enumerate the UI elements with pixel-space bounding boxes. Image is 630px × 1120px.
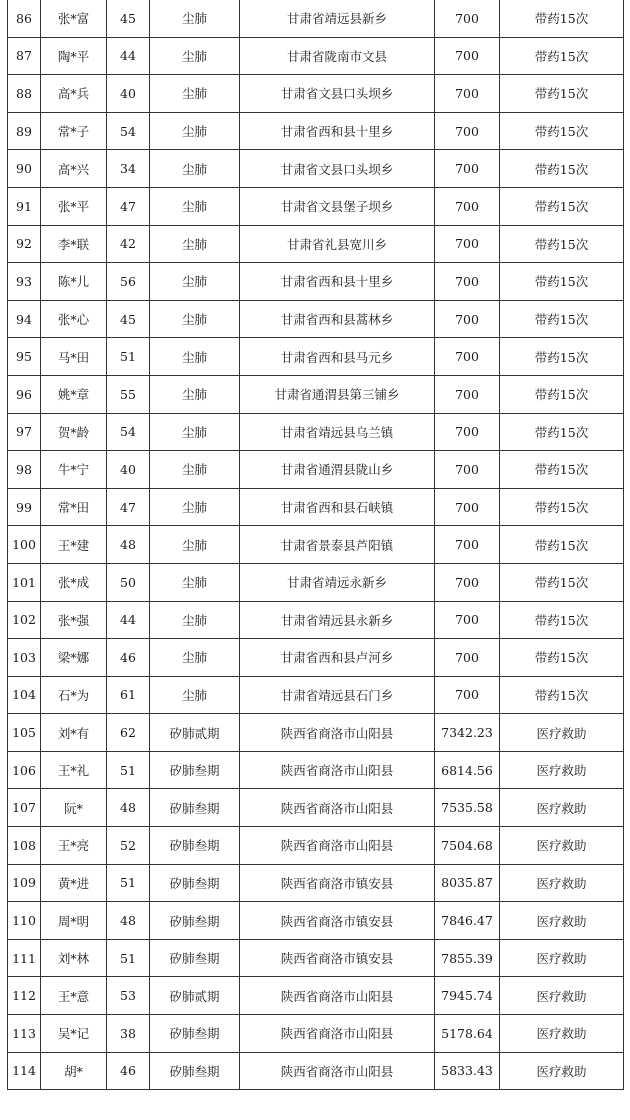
cell-amount: 700 [435, 187, 500, 225]
cell-name: 李*联 [41, 225, 107, 263]
cell-amount: 700 [435, 338, 500, 376]
table-row [8, 338, 624, 376]
cell-remark: 医疗救助 [500, 751, 624, 789]
cell-age: 61 [107, 676, 150, 714]
cell-age: 62 [107, 714, 150, 752]
cell-diagnosis: 矽肺叁期 [150, 827, 240, 865]
cell-remark: 带药15次 [500, 263, 624, 301]
cell-age: 47 [107, 488, 150, 526]
cell-remark: 带药15次 [500, 526, 624, 564]
cell-number: 93 [8, 263, 41, 301]
cell-number: 114 [8, 1052, 41, 1090]
cell-diagnosis: 尘肺 [150, 150, 240, 188]
table-row [8, 225, 624, 263]
cell-diagnosis: 矽肺贰期 [150, 977, 240, 1015]
cell-name: 梁*娜 [41, 639, 107, 677]
table-row [8, 714, 624, 752]
cell-name: 阮* [41, 789, 107, 827]
cell-amount: 700 [435, 75, 500, 113]
cell-number: 101 [8, 563, 41, 601]
cell-address: 陕西省商洛市山阳县 [240, 1052, 435, 1090]
cell-number: 107 [8, 789, 41, 827]
cell-remark: 带药15次 [500, 338, 624, 376]
cell-remark: 带药15次 [500, 563, 624, 601]
cell-amount: 700 [435, 563, 500, 601]
table-row [8, 413, 624, 451]
table-row [8, 0, 624, 37]
cell-address: 甘肃省通渭县第三铺乡 [240, 375, 435, 413]
cell-number: 102 [8, 601, 41, 639]
cell-name: 马*田 [41, 338, 107, 376]
cell-number: 104 [8, 676, 41, 714]
table-row [8, 639, 624, 677]
cell-name: 王*礼 [41, 751, 107, 789]
cell-address: 甘肃省文县口头坝乡 [240, 150, 435, 188]
cell-remark: 医疗救助 [500, 827, 624, 865]
cell-number: 109 [8, 864, 41, 902]
cell-name: 刘*有 [41, 714, 107, 752]
cell-number: 105 [8, 714, 41, 752]
cell-amount: 7535.58 [435, 789, 500, 827]
table-row [8, 939, 624, 977]
cell-name: 吴*记 [41, 1015, 107, 1053]
cell-number: 100 [8, 526, 41, 564]
cell-age: 45 [107, 0, 150, 37]
cell-diagnosis: 尘肺 [150, 263, 240, 301]
cell-remark: 带药15次 [500, 413, 624, 451]
cell-amount: 700 [435, 263, 500, 301]
cell-age: 51 [107, 939, 150, 977]
cell-amount: 7846.47 [435, 902, 500, 940]
cell-name: 王*建 [41, 526, 107, 564]
cell-address: 陕西省商洛市山阳县 [240, 827, 435, 865]
cell-name: 胡* [41, 1052, 107, 1090]
cell-age: 55 [107, 375, 150, 413]
cell-remark: 带药15次 [500, 187, 624, 225]
cell-diagnosis: 矽肺叁期 [150, 1052, 240, 1090]
cell-age: 44 [107, 601, 150, 639]
cell-amount: 700 [435, 526, 500, 564]
cell-diagnosis: 矽肺贰期 [150, 714, 240, 752]
cell-amount: 700 [435, 300, 500, 338]
cell-name: 高*兴 [41, 150, 107, 188]
cell-amount: 700 [435, 112, 500, 150]
cell-age: 56 [107, 263, 150, 301]
table-row [8, 563, 624, 601]
cell-amount: 700 [435, 375, 500, 413]
cell-amount: 5178.64 [435, 1015, 500, 1053]
cell-name: 周*明 [41, 902, 107, 940]
cell-age: 51 [107, 864, 150, 902]
cell-address: 甘肃省西和县卢河乡 [240, 639, 435, 677]
cell-number: 99 [8, 488, 41, 526]
cell-diagnosis: 尘肺 [150, 451, 240, 489]
cell-address: 甘肃省西和县十里乡 [240, 112, 435, 150]
cell-diagnosis: 尘肺 [150, 676, 240, 714]
cell-address: 陕西省商洛市镇安县 [240, 902, 435, 940]
cell-name: 常*田 [41, 488, 107, 526]
table-row [8, 112, 624, 150]
cell-address: 陕西省商洛市山阳县 [240, 1015, 435, 1053]
cell-number: 111 [8, 939, 41, 977]
cell-diagnosis: 矽肺叁期 [150, 939, 240, 977]
cell-address: 甘肃省靖远县石门乡 [240, 676, 435, 714]
cell-remark: 医疗救助 [500, 977, 624, 1015]
cell-age: 51 [107, 751, 150, 789]
cell-remark: 带药15次 [500, 676, 624, 714]
cell-remark: 带药15次 [500, 0, 624, 37]
cell-age: 38 [107, 1015, 150, 1053]
cell-age: 42 [107, 225, 150, 263]
table-row [8, 75, 624, 113]
cell-number: 97 [8, 413, 41, 451]
cell-amount: 700 [435, 451, 500, 489]
cell-age: 45 [107, 300, 150, 338]
cell-number: 113 [8, 1015, 41, 1053]
cell-number: 95 [8, 338, 41, 376]
cell-address: 甘肃省通渭县陇山乡 [240, 451, 435, 489]
cell-number: 106 [8, 751, 41, 789]
cell-remark: 医疗救助 [500, 1015, 624, 1053]
cell-age: 40 [107, 451, 150, 489]
table-row [8, 1052, 624, 1090]
cell-amount: 7504.68 [435, 827, 500, 865]
cell-name: 张*强 [41, 601, 107, 639]
cell-address: 甘肃省礼县宽川乡 [240, 225, 435, 263]
cell-address: 陕西省商洛市山阳县 [240, 977, 435, 1015]
cell-amount: 700 [435, 676, 500, 714]
cell-number: 110 [8, 902, 41, 940]
cell-amount: 700 [435, 601, 500, 639]
cell-age: 53 [107, 977, 150, 1015]
cell-amount: 5833.43 [435, 1052, 500, 1090]
cell-remark: 带药15次 [500, 112, 624, 150]
cell-name: 姚*章 [41, 375, 107, 413]
cell-diagnosis: 尘肺 [150, 413, 240, 451]
cell-number: 94 [8, 300, 41, 338]
cell-number: 86 [8, 0, 41, 37]
cell-age: 47 [107, 187, 150, 225]
cell-address: 陕西省商洛市镇安县 [240, 864, 435, 902]
cell-name: 张*成 [41, 563, 107, 601]
table-row [8, 601, 624, 639]
cell-age: 54 [107, 112, 150, 150]
cell-address: 陕西省商洛市山阳县 [240, 751, 435, 789]
cell-number: 92 [8, 225, 41, 263]
cell-remark: 带药15次 [500, 639, 624, 677]
cell-address: 甘肃省靖远县永新乡 [240, 601, 435, 639]
cell-number: 87 [8, 37, 41, 75]
cell-address: 甘肃省陇南市文县 [240, 37, 435, 75]
cell-name: 高*兵 [41, 75, 107, 113]
table-row [8, 150, 624, 188]
cell-diagnosis: 尘肺 [150, 37, 240, 75]
cell-amount: 700 [435, 488, 500, 526]
cell-name: 黄*进 [41, 864, 107, 902]
table-row [8, 37, 624, 75]
cell-diagnosis: 尘肺 [150, 75, 240, 113]
table-row [8, 751, 624, 789]
cell-name: 牛*宁 [41, 451, 107, 489]
table-row [8, 488, 624, 526]
cell-amount: 700 [435, 150, 500, 188]
cell-amount: 8035.87 [435, 864, 500, 902]
table-row [8, 263, 624, 301]
cell-number: 96 [8, 375, 41, 413]
cell-diagnosis: 矽肺叁期 [150, 751, 240, 789]
cell-remark: 医疗救助 [500, 864, 624, 902]
cell-address: 甘肃省西和县马元乡 [240, 338, 435, 376]
cell-remark: 医疗救助 [500, 939, 624, 977]
cell-diagnosis: 尘肺 [150, 187, 240, 225]
cell-remark: 带药15次 [500, 75, 624, 113]
cell-address: 甘肃省文县口头坝乡 [240, 75, 435, 113]
cell-name: 常*子 [41, 112, 107, 150]
cell-diagnosis: 矽肺叁期 [150, 1015, 240, 1053]
cell-diagnosis: 矽肺叁期 [150, 902, 240, 940]
cell-name: 贺*龄 [41, 413, 107, 451]
cell-amount: 700 [435, 225, 500, 263]
cell-address: 甘肃省靖远县新乡 [240, 0, 435, 37]
cell-name: 王*亮 [41, 827, 107, 865]
cell-address: 陕西省商洛市镇安县 [240, 939, 435, 977]
cell-age: 54 [107, 413, 150, 451]
cell-name: 陶*平 [41, 37, 107, 75]
cell-address: 甘肃省西和县十里乡 [240, 263, 435, 301]
table-row [8, 789, 624, 827]
cell-amount: 7342.23 [435, 714, 500, 752]
cell-address: 甘肃省西和县蒿林乡 [240, 300, 435, 338]
table-row [8, 187, 624, 225]
table-row [8, 375, 624, 413]
cell-age: 48 [107, 526, 150, 564]
cell-diagnosis: 矽肺叁期 [150, 789, 240, 827]
cell-name: 张*富 [41, 0, 107, 37]
cell-diagnosis: 矽肺叁期 [150, 864, 240, 902]
cell-amount: 700 [435, 0, 500, 37]
cell-address: 陕西省商洛市山阳县 [240, 714, 435, 752]
cell-age: 40 [107, 75, 150, 113]
cell-name: 石*为 [41, 676, 107, 714]
cell-remark: 带药15次 [500, 601, 624, 639]
cell-remark: 带药15次 [500, 150, 624, 188]
cell-amount: 6814.56 [435, 751, 500, 789]
cell-diagnosis: 尘肺 [150, 601, 240, 639]
cell-diagnosis: 尘肺 [150, 112, 240, 150]
table-row [8, 902, 624, 940]
cell-age: 48 [107, 789, 150, 827]
table-row [8, 300, 624, 338]
cell-address: 甘肃省景泰县芦阳镇 [240, 526, 435, 564]
cell-address: 甘肃省西和县石峡镇 [240, 488, 435, 526]
cell-amount: 700 [435, 37, 500, 75]
cell-age: 44 [107, 37, 150, 75]
table-row [8, 676, 624, 714]
table-row [8, 526, 624, 564]
table-body [8, 0, 624, 1090]
cell-diagnosis: 尘肺 [150, 375, 240, 413]
table-row [8, 451, 624, 489]
cell-remark: 带药15次 [500, 375, 624, 413]
cell-number: 89 [8, 112, 41, 150]
cell-name: 刘*林 [41, 939, 107, 977]
cell-age: 51 [107, 338, 150, 376]
cell-amount: 7855.39 [435, 939, 500, 977]
cell-number: 90 [8, 150, 41, 188]
cell-remark: 带药15次 [500, 300, 624, 338]
cell-amount: 700 [435, 639, 500, 677]
cell-number: 88 [8, 75, 41, 113]
table-row [8, 1015, 624, 1053]
cell-remark: 医疗救助 [500, 902, 624, 940]
cell-name: 陈*儿 [41, 263, 107, 301]
cell-address: 甘肃省靖远永新乡 [240, 563, 435, 601]
cell-diagnosis: 尘肺 [150, 526, 240, 564]
cell-number: 112 [8, 977, 41, 1015]
patient-table [7, 0, 624, 1090]
cell-diagnosis: 尘肺 [150, 639, 240, 677]
cell-age: 50 [107, 563, 150, 601]
cell-diagnosis: 尘肺 [150, 225, 240, 263]
cell-remark: 带药15次 [500, 451, 624, 489]
cell-age: 46 [107, 1052, 150, 1090]
cell-age: 52 [107, 827, 150, 865]
cell-remark: 带药15次 [500, 488, 624, 526]
cell-number: 98 [8, 451, 41, 489]
cell-number: 91 [8, 187, 41, 225]
cell-diagnosis: 尘肺 [150, 563, 240, 601]
cell-diagnosis: 尘肺 [150, 0, 240, 37]
cell-amount: 700 [435, 413, 500, 451]
cell-diagnosis: 尘肺 [150, 300, 240, 338]
cell-age: 46 [107, 639, 150, 677]
cell-remark: 医疗救助 [500, 1052, 624, 1090]
cell-age: 48 [107, 902, 150, 940]
cell-remark: 医疗救助 [500, 714, 624, 752]
cell-remark: 带药15次 [500, 225, 624, 263]
cell-address: 甘肃省靖远县乌兰镇 [240, 413, 435, 451]
cell-amount: 7945.74 [435, 977, 500, 1015]
cell-remark: 带药15次 [500, 37, 624, 75]
cell-name: 张*心 [41, 300, 107, 338]
cell-diagnosis: 尘肺 [150, 488, 240, 526]
cell-name: 王*意 [41, 977, 107, 1015]
cell-address: 陕西省商洛市山阳县 [240, 789, 435, 827]
table-row [8, 864, 624, 902]
cell-remark: 医疗救助 [500, 789, 624, 827]
cell-age: 34 [107, 150, 150, 188]
cell-number: 103 [8, 639, 41, 677]
cell-diagnosis: 尘肺 [150, 338, 240, 376]
table-row [8, 977, 624, 1015]
cell-address: 甘肃省文县堡子坝乡 [240, 187, 435, 225]
cell-name: 张*平 [41, 187, 107, 225]
table-row [8, 827, 624, 865]
cell-number: 108 [8, 827, 41, 865]
